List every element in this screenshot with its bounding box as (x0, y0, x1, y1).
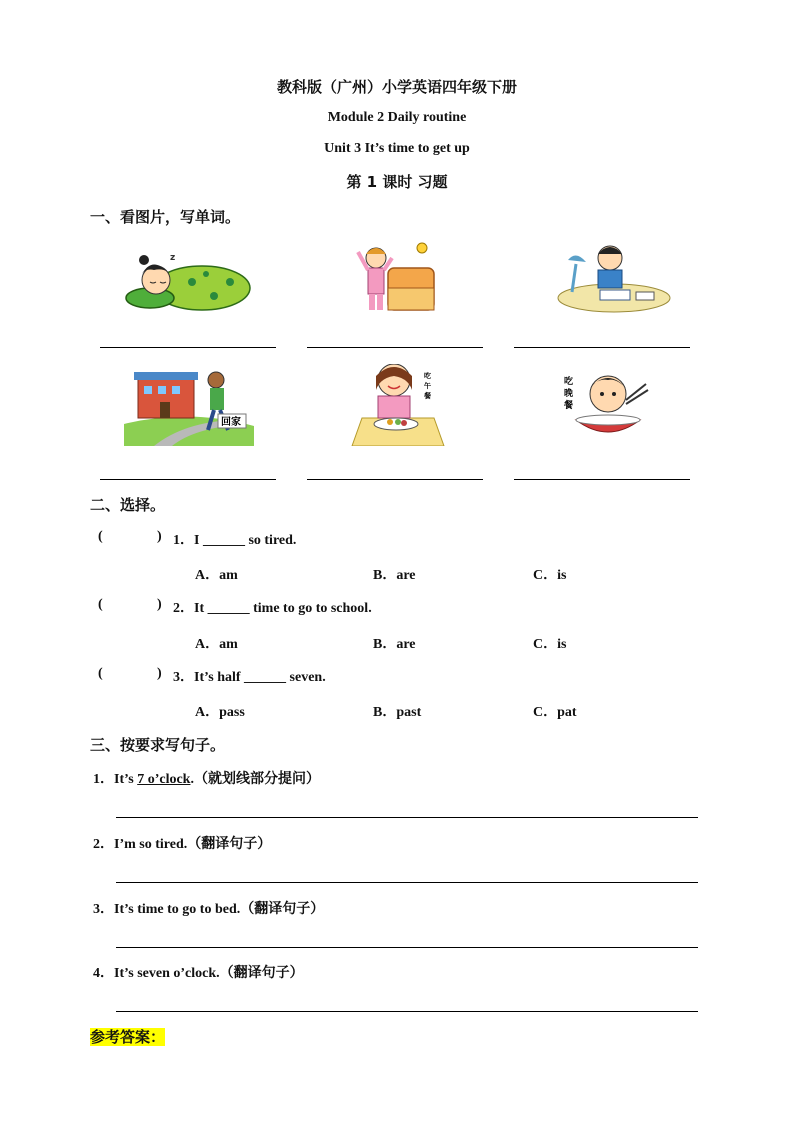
question-3-paren[interactable]: ( (98, 666, 103, 681)
sentence-4-pre: It’s seven o’clock. (114, 966, 220, 981)
question-2-paren-close: ) (157, 597, 162, 612)
boy-having-dinner-icon (560, 364, 690, 446)
girl-getting-up-icon (336, 238, 466, 320)
answer-line-6[interactable] (514, 479, 690, 480)
svg-text:吃: 吃 (564, 377, 574, 387)
sleeping-girl-icon (122, 238, 252, 320)
sentence-item-2 (93, 833, 271, 853)
boy-doing-homework-icon (554, 240, 684, 322)
question-3-paren-close: ) (157, 666, 162, 681)
svg-text:餐: 餐 (424, 392, 431, 400)
section1-heading: 一、看图片，写单词。 (90, 208, 241, 226)
sentence-4-number: 4． (93, 966, 114, 981)
sentence-2-instruction: （翻译句子） (187, 836, 272, 852)
sentence-item-4 (93, 962, 304, 982)
sentence-4-instruction: （翻译句子） (219, 965, 304, 981)
answer-line-1[interactable] (100, 347, 276, 348)
answer-line-5[interactable] (307, 479, 483, 480)
sentence-1-number: 1． (93, 772, 114, 787)
svg-text:吃: 吃 (424, 372, 431, 380)
sentence-3-number: 3． (93, 902, 114, 917)
question-1-paren[interactable]: ( (98, 529, 103, 544)
sentence-2-pre: I’m so tired. (114, 837, 188, 852)
svg-text:晚: 晚 (564, 389, 574, 399)
question-2-option-c[interactable]: C．is (533, 637, 567, 652)
boy-going-home-icon (124, 364, 254, 446)
answer-line-2[interactable] (307, 347, 483, 348)
question-1-option-b[interactable]: B．are (373, 568, 416, 583)
svg-text:z: z (170, 253, 176, 263)
question-2-paren[interactable]: ( (98, 597, 103, 612)
girl-having-lunch-icon (338, 364, 468, 446)
svg-text:午: 午 (424, 382, 431, 390)
question-2-option-b[interactable]: B．are (373, 637, 416, 652)
sentence-3-pre: It’s time to go to bed. (114, 902, 241, 917)
section2-heading: 二、选择。 (90, 496, 166, 514)
question-3-option-a[interactable]: A．pass (195, 705, 245, 720)
reference-answers-label: 参考答案： (90, 1028, 166, 1046)
question-3-option-b[interactable]: B．past (373, 705, 422, 720)
lesson-title: 第 1 课时 习题 (346, 173, 448, 191)
sentence-3-instruction: （翻译句子） (240, 901, 325, 917)
write-line-1[interactable] (116, 817, 698, 818)
module-title: Module 2 Daily routine (327, 110, 467, 125)
question-3-stem: 3．It’s half ______ seven. (173, 670, 326, 685)
doc-title: 教科版（广州）小学英语四年级下册 (276, 78, 517, 96)
question-1-stem: 1．I ______ so tired. (173, 533, 297, 548)
answer-line-3[interactable] (514, 347, 690, 348)
sentence-item-1 (93, 768, 320, 788)
svg-text:餐: 餐 (564, 401, 574, 411)
question-1-option-c[interactable]: C．is (533, 568, 567, 583)
question-1-paren-close: ) (157, 529, 162, 544)
write-line-4[interactable] (116, 1011, 698, 1012)
sentence-1-post: . (190, 772, 194, 787)
answer-line-4[interactable] (100, 479, 276, 480)
sentence-1-underlined: 7 o’clock (137, 772, 191, 787)
sentence-item-3 (93, 898, 324, 918)
write-line-2[interactable] (116, 882, 698, 883)
question-3-option-c[interactable]: C．pat (533, 705, 577, 720)
section3-heading: 三、按要求写句子。 (90, 736, 226, 754)
question-2-option-a[interactable]: A．am (195, 637, 238, 652)
question-1-option-a[interactable]: A．am (195, 568, 238, 583)
sentence-2-number: 2． (93, 837, 114, 852)
sentence-1-instruction: （就划线部分提问） (193, 771, 320, 787)
unit-title: Unit 3 It’s time to get up (324, 141, 470, 156)
question-2-stem: 2．It ______ time to go to school. (173, 601, 372, 616)
sentence-1-pre: It’s (114, 772, 138, 787)
write-line-3[interactable] (116, 947, 698, 948)
picture-caption-4: 回家 (221, 417, 241, 428)
